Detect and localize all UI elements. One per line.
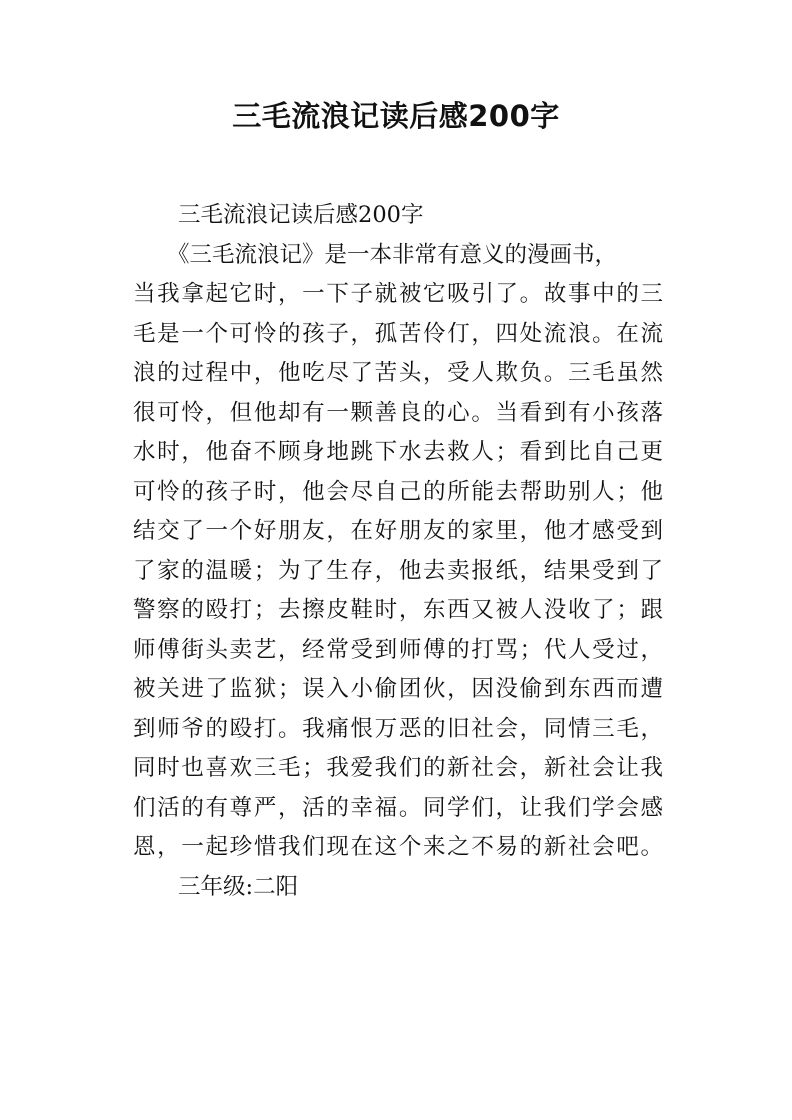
paragraph-line: 可怜的孩子时，他会尽自己的所能去帮助别人；他: [133, 478, 663, 505]
paragraph-line: 了家的温暖；为了生存，他去卖报纸，结果受到了: [133, 557, 663, 584]
paragraph-line: 《三毛流浪记》是一本非常有意义的漫画书，: [167, 241, 618, 268]
paragraph-line: 当我拿起它时，一下子就被它吸引了。故事中的三: [133, 281, 663, 307]
paragraph-line: 警察的殴打；去擦皮鞋时，东西又被人没收了；跟: [133, 597, 663, 623]
paragraph-line: 结交了一个好朋友，在好朋友的家里，他才感受到: [133, 518, 663, 544]
paragraph-line: 被关进了监狱；误入小偷团伙，因没偷到东西而遭: [133, 676, 663, 702]
paragraph-line: 水时，他奋不顾身地跳下水去救人；看到比自己更: [133, 439, 663, 465]
document-subtitle: 三毛流浪记读后感200字: [178, 202, 424, 228]
paragraph-line: 同时也喜欢三毛；我爱我们的新社会，新社会让我: [133, 755, 663, 781]
document-signature: 三年级:二阳: [178, 873, 299, 900]
document-body: [133, 196, 663, 907]
document-title: 三毛流浪记读后感200字: [232, 99, 560, 133]
paragraph-line: 到师爷的殴打。我痛恨万恶的旧社会，同情三毛，: [133, 715, 663, 742]
paragraph-line: 们活的有尊严，活的幸福。同学们，让我们学会感: [133, 794, 663, 821]
paragraph-line: 很可怜，但他却有一颗善良的心。当看到有小孩落: [133, 399, 663, 426]
paragraph-line: 恩，一起珍惜我们现在这个来之不易的新社会吧。: [133, 834, 663, 860]
paragraph-line: 浪的过程中，他吃尽了苦头，受人欺负。三毛虽然: [133, 360, 663, 386]
paragraph-line: 师傅街头卖艺，经常受到师傅的打骂；代人受过，: [133, 636, 663, 663]
paragraph-line: 毛是一个可怜的孩子，孤苦伶仃，四处流浪。在流: [133, 320, 663, 347]
